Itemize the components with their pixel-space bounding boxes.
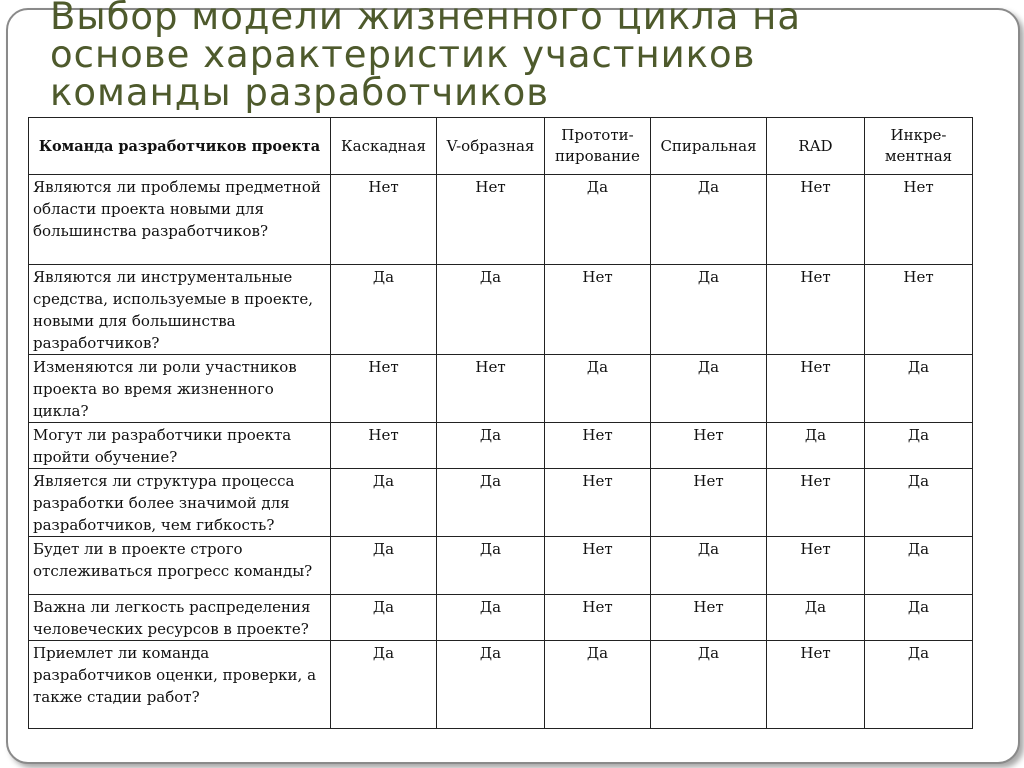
row-question: Являются ли инструментальные средства, используемые в проекте, новыми для большинства разработчиков? [29,265,331,355]
row-value: Да [331,537,437,595]
table-header-row [29,118,973,175]
row-value: Да [437,641,545,729]
table-row [29,265,973,355]
slide-title-line: основе характеристик участников [50,33,756,76]
row-question: Будет ли в проекте строго отслеживаться прогресс команды? [29,537,331,595]
row-value: Нет [545,423,651,469]
row-value: Да [437,265,545,355]
row-value: Да [331,641,437,729]
row-question: Могут ли разработчики проекта пройти обучение? [29,423,331,469]
row-value: Нет [767,469,865,537]
row-value: Да [865,355,973,423]
row-value: Нет [767,175,865,265]
column-header-waterfall: Каскадная [331,118,437,175]
row-value: Да [331,265,437,355]
row-value: Нет [767,641,865,729]
row-value: Да [865,537,973,595]
table-row [29,641,973,729]
row-question: Изменяются ли роли участников проекта во время жизненного цикла? [29,355,331,423]
row-value: Да [545,641,651,729]
row-value: Да [767,595,865,641]
lifecycle-comparison-table [28,117,973,729]
row-value: Да [651,355,767,423]
row-value: Да [545,355,651,423]
row-question: Важна ли легкость распределения человеческих ресурсов в проекте? [29,595,331,641]
row-value: Да [651,265,767,355]
column-header-spiral: Спиральная [651,118,767,175]
row-value: Да [865,469,973,537]
row-value: Да [651,641,767,729]
row-value: Нет [651,469,767,537]
table-row [29,355,973,423]
row-value: Нет [331,355,437,423]
row-value: Да [545,175,651,265]
row-value: Нет [651,423,767,469]
row-value: Да [865,595,973,641]
row-value: Да [437,537,545,595]
row-value: Нет [437,175,545,265]
row-value: Да [651,537,767,595]
row-value: Да [331,595,437,641]
table-row [29,175,973,265]
row-value: Да [865,423,973,469]
column-header-v-model: V-образная [437,118,545,175]
row-value: Нет [545,469,651,537]
column-header-team: Команда разработчиков проекта [29,118,331,175]
row-value: Нет [331,423,437,469]
row-value: Нет [651,595,767,641]
column-header-incremental: Инкре-ментная [865,118,973,175]
column-header-prototyping: Прототи-пирование [545,118,651,175]
row-value: Нет [865,175,973,265]
row-value: Да [331,469,437,537]
column-header-rad: RAD [767,118,865,175]
row-value: Да [437,469,545,537]
row-value: Да [865,641,973,729]
row-value: Нет [767,537,865,595]
row-value: Нет [545,265,651,355]
row-question: Являются ли проблемы предметной области проекта новыми для большинства разработчиков? [29,175,331,265]
row-value: Да [767,423,865,469]
row-question: Приемлет ли команда разработчиков оценки, проверки, а также стадии работ? [29,641,331,729]
row-value: Нет [767,355,865,423]
row-question: Является ли структура процесса разработки более значимой для разработчиков, чем гибкость? [29,469,331,537]
row-value: Нет [545,537,651,595]
row-value: Да [651,175,767,265]
row-value: Нет [437,355,545,423]
table-row [29,423,973,469]
row-value: Нет [545,595,651,641]
slide-title [50,0,1010,112]
row-value: Да [437,423,545,469]
row-value: Нет [331,175,437,265]
slide-title-line: Выбор модели жизненного цикла на [50,0,802,38]
slide-title-line: команды разработчиков [50,71,550,114]
row-value: Нет [767,265,865,355]
table-row [29,469,973,537]
table-row [29,537,973,595]
row-value: Да [437,595,545,641]
table-row [29,595,973,641]
row-value: Нет [865,265,973,355]
